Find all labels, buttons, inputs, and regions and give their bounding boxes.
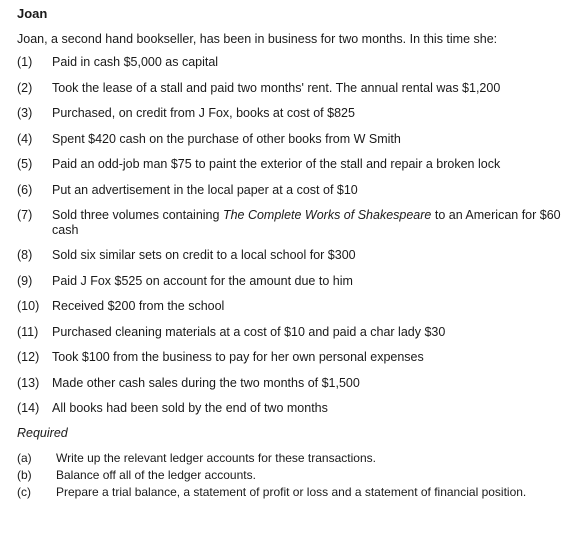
transaction-number: (14)	[17, 401, 40, 415]
transaction-item	[17, 401, 566, 416]
transaction-item	[17, 81, 566, 96]
transaction-item	[17, 183, 566, 198]
transaction-number: (11)	[17, 324, 39, 339]
transaction-list	[17, 55, 566, 416]
transaction-text: Took the lease of a stall and paid two months' rent. The annual rental was $1,200	[52, 80, 501, 95]
transaction-text: Paid J Fox $525 on account for the amount due to him	[52, 273, 353, 288]
transaction-item	[17, 299, 566, 314]
transaction-item	[17, 157, 566, 172]
task-text: Write up the relevant ledger accounts for these transactions.	[56, 450, 376, 465]
transaction-number: (1)	[17, 55, 33, 69]
transaction-number: (10)	[17, 299, 40, 313]
transaction-text: Sold six similar sets on credit to a local school for $300	[52, 248, 356, 262]
transaction-item	[17, 106, 566, 121]
transaction-item	[17, 132, 566, 147]
transaction-number: (8)	[17, 248, 33, 262]
transaction-text: Purchased, on credit from J Fox, books at cost of $825	[52, 106, 355, 120]
required-task	[17, 485, 566, 499]
task-text: Balance off all of the ledger accounts.	[56, 467, 256, 482]
transaction-text: Made other cash sales during the two months of $1,500	[52, 375, 360, 390]
required-task-list	[17, 451, 566, 499]
transaction-number: (12)	[17, 350, 40, 364]
transaction-text-part: Sold three volumes containing	[52, 208, 223, 222]
required-heading: Required	[17, 425, 68, 440]
transaction-number: (6)	[17, 182, 33, 197]
transaction-text: Put an advertisement in the local paper at a cost of $10	[52, 182, 358, 197]
transaction-text-part: to an American for $60 cash	[52, 208, 561, 237]
intro-paragraph: Joan, a second hand bookseller, has been in business for two months. In this time she:	[17, 32, 498, 46]
task-label: (b)	[17, 467, 32, 482]
transaction-text: Purchased cleaning materials at a cost of $10 and paid a char lady $30	[52, 324, 446, 339]
required-task	[17, 468, 566, 482]
transaction-number: (9)	[17, 273, 33, 288]
transaction-number: (2)	[17, 80, 33, 95]
transaction-text: All books had been sold by the end of two months	[52, 401, 328, 415]
transaction-item	[17, 248, 566, 263]
transaction-text	[52, 208, 566, 238]
task-text: Prepare a trial balance, a statement of profit or loss and a statement of financial position.	[56, 484, 527, 499]
task-label: (c)	[17, 484, 31, 499]
task-label: (a)	[17, 450, 32, 465]
transaction-text: Paid an odd-job man $75 to paint the exterior of the stall and repair a broken lock	[52, 157, 501, 171]
book-title: The Complete Works of Shakespeare	[222, 208, 432, 222]
transaction-item	[17, 376, 566, 391]
transaction-text: Spent $420 cash on the purchase of other books from W Smith	[52, 131, 401, 146]
transaction-text: Received $200 from the school	[52, 299, 225, 313]
transaction-text: Took $100 from the business to pay for her own personal expenses	[52, 350, 424, 364]
transaction-number: (4)	[17, 131, 33, 146]
transaction-item	[17, 350, 566, 365]
transaction-item	[17, 208, 566, 238]
transaction-number: (13)	[17, 375, 40, 390]
transaction-number: (5)	[17, 157, 33, 171]
transaction-number: (7)	[17, 208, 33, 222]
transaction-number: (3)	[17, 106, 33, 120]
document-title: Joan	[17, 6, 48, 21]
transaction-item	[17, 325, 566, 340]
required-task	[17, 451, 566, 465]
transaction-item	[17, 274, 566, 289]
transaction-text: Paid in cash $5,000 as capital	[52, 55, 219, 69]
transaction-item	[17, 55, 566, 70]
